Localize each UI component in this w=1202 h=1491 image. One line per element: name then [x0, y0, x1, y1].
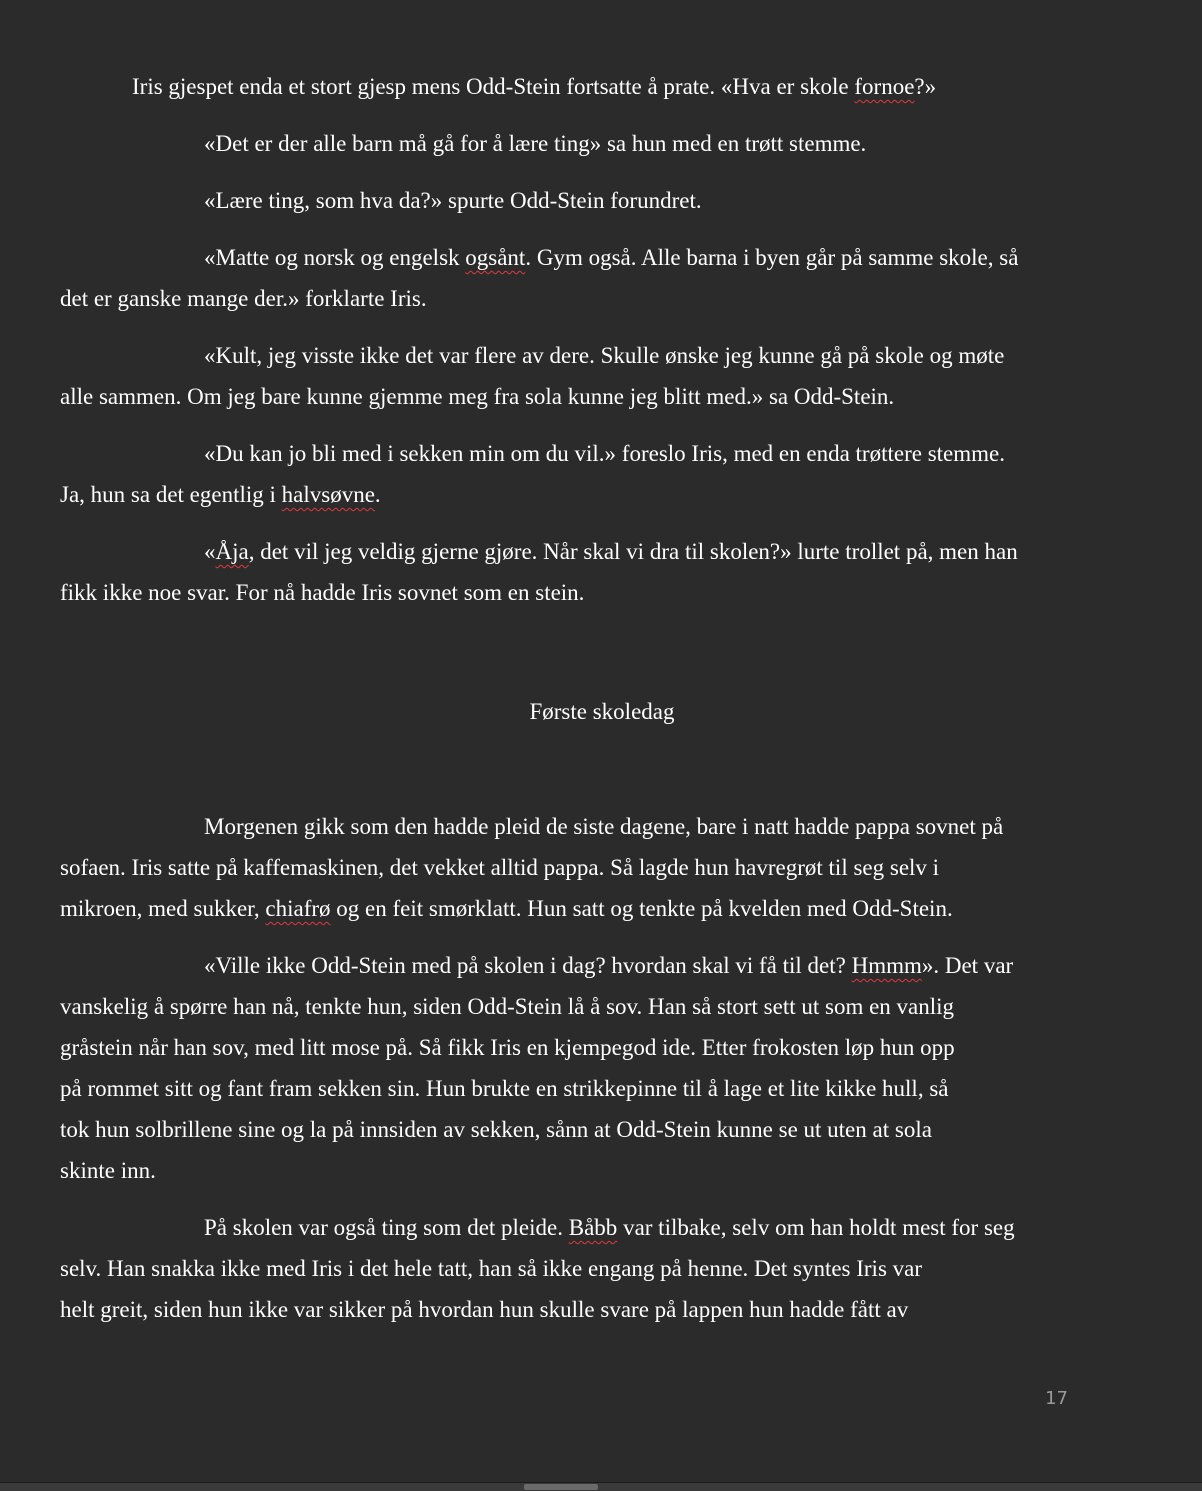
- line: selv. Han snakka ikke med Iris i det hele tatt, han så ikke engang på henne. Det syntes Iris var: [60, 1256, 923, 1281]
- line: [132, 531, 1072, 572]
- document-body[interactable]: [60, 66, 1072, 1346]
- paragraph-8: [60, 806, 1072, 929]
- paragraph-9: [60, 945, 1072, 1191]
- line: [132, 66, 1072, 107]
- text: . Gym også. Alle barna i byen går på samme skole, så: [525, 245, 1019, 270]
- paragraph-4: [60, 237, 1072, 319]
- text: mikroen, med sukker,: [60, 896, 266, 921]
- spelling-error[interactable]: fornoe: [854, 74, 915, 99]
- line: tok hun solbrillene sine og la på innsiden av sekken, sånn at Odd-Stein kunne se ut uten at sola: [60, 1117, 932, 1142]
- line: sofaen. Iris satte på kaffemaskinen, det vekket alltid pappa. Så lagde hun havregrøt til seg selv i: [60, 855, 940, 880]
- spelling-error[interactable]: chiafrø: [265, 896, 331, 921]
- line: [132, 945, 1072, 986]
- line: gråstein når han sov, med litt mose på. Så fikk Iris en kjempegod ide. Etter frokosten løp hun opp: [60, 1035, 955, 1060]
- line: på rommet sitt og fant fram sekken sin. Hun brukte en strikkepinne til å lage et lite kikke hull, så: [60, 1076, 949, 1101]
- paragraph-10: [60, 1207, 1072, 1330]
- text: og en feit smørklatt. Hun satt og tenkte på kvelden med Odd-Stein.: [330, 896, 953, 921]
- paragraph-2: [132, 123, 1072, 164]
- line: alle sammen. Om jeg bare kunne gjemme meg fra sola kunne jeg blitt med.» sa Odd-Stein.: [60, 384, 895, 409]
- line: skinte inn.: [60, 1158, 156, 1183]
- line: det er ganske mange der.» forklarte Iris.: [60, 286, 427, 311]
- spelling-error[interactable]: halvsøvne: [281, 482, 375, 507]
- line: Morgenen gikk som den hadde pleid de siste dagene, bare i natt hadde pappa sovnet på: [204, 814, 1004, 839]
- line: «Du kan jo bli med i sekken min om du vil.» foreslo Iris, med en enda trøttere stemme.: [204, 441, 1005, 466]
- text: ?»: [914, 74, 937, 99]
- spelling-error[interactable]: Hmmm: [851, 953, 922, 978]
- page-number: 17: [1045, 1388, 1068, 1409]
- paragraph-6: [60, 433, 1072, 515]
- text: «Matte og norsk og engelsk: [204, 245, 466, 270]
- text: Ja, hun sa det egentlig i: [60, 482, 282, 507]
- scrollbar-thumb[interactable]: [524, 1484, 598, 1490]
- paragraph-3: [132, 180, 1072, 221]
- text: Iris gjespet enda et stort gjesp mens Odd-Stein fortsatte å prate. «Hva er skole: [132, 74, 855, 99]
- spelling-error[interactable]: ogsånt: [465, 245, 526, 270]
- spelling-error[interactable]: Båbb: [568, 1215, 618, 1240]
- line: vanskelig å spørre han nå, tenkte hun, siden Odd-Stein lå å sov. Han så stort sett ut som en vanlig: [60, 994, 955, 1019]
- line: helt greit, siden hun ikke var sikker på hvordan hun skulle svare på lappen hun hadde fått av: [60, 1297, 909, 1322]
- line: «Det er der alle barn må gå for å lære ting» sa hun med en trøtt stemme.: [204, 131, 867, 156]
- text: ». Det var: [921, 953, 1014, 978]
- line: fikk ikke noe svar. For nå hadde Iris sovnet som en stein.: [60, 580, 585, 605]
- text: , det vil jeg veldig gjerne gjøre. Når skal vi dra til skolen?» lurte trollet på, men han: [248, 539, 1018, 564]
- text: .: [374, 482, 381, 507]
- text: var tilbake, selv om han holdt mest for seg: [617, 1215, 1015, 1240]
- chapter-title: Første skoledag: [529, 699, 675, 724]
- text: «: [204, 539, 216, 564]
- line: [132, 1207, 1072, 1248]
- text: «Ville ikke Odd-Stein med på skolen i dag? hvordan skal vi få til det?: [204, 953, 852, 978]
- line: «Kult, jeg visste ikke det var flere av dere. Skulle ønske jeg kunne gå på skole og møte: [204, 343, 1005, 368]
- line: [60, 474, 1072, 515]
- text: På skolen var også ting som det pleide.: [204, 1215, 569, 1240]
- line: «Lære ting, som hva da?» spurte Odd-Stein forundret.: [204, 188, 702, 213]
- paragraph-1: [132, 66, 1072, 107]
- spelling-error[interactable]: Åja: [215, 539, 249, 564]
- line: [60, 888, 1072, 929]
- line: [132, 237, 1072, 278]
- paragraph-7: [60, 531, 1072, 613]
- paragraph-5: [60, 335, 1072, 417]
